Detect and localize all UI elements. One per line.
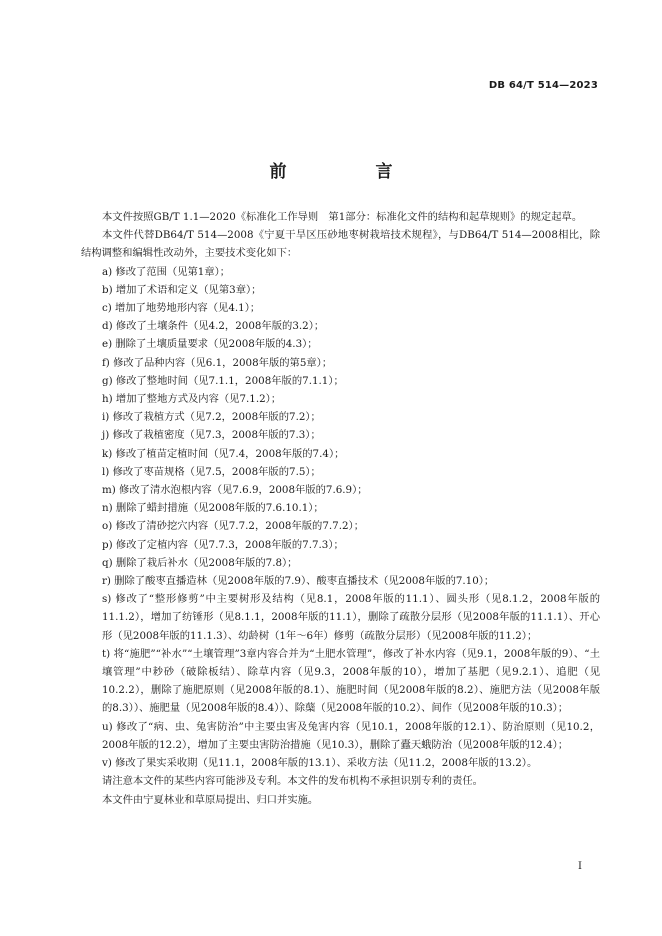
list-item: e) 删除了土壤质量要求（见2008年版的4.3）；: [102, 338, 318, 351]
list-item: v) 修改了果实采收期（见11.1，2008年版的13.1）、采收方法（见11.2，2008年版的13.2）。: [102, 757, 538, 770]
closing-paragraph: 请注意本文件的某些内容可能涉及专利。本文件的发布机构不承担识别专利的责任。: [102, 775, 483, 788]
closing-paragraph: 本文件由宁夏林业和草原局提出、归口并实施。: [102, 793, 319, 806]
list-item: t) 将“施肥”“补水”“土壤管理”3章内容合并为“土肥水管理”，修改了补水内容（见9.1，2008年版的9）、“土壤管理”中耖砂（破除板结）、除草内容（见9.3，2008年版的10），增加了基肥（见9.2.1）、追肥（见10.2.2），删除了施肥原则（见2008年版的8.1）、施肥时间（见2008年版的8.2）、施肥方法（见2008年版的8.3））、施肥量（见2008年版的8.4））、除蘖（见2008年版的10.2）、间作（见2008年版的10.3）；: [102, 647, 600, 715]
list-item: g) 修改了整地时间（见7.1.1，2008年版的7.1.1）；: [102, 374, 344, 387]
document-code: DB 64/T 514—2023: [488, 80, 598, 91]
list-item: d) 修改了土壤条件（见4.2，2008年版的3.2）；: [102, 320, 325, 333]
list-item: h) 增加了整地方式及内容（见7.1.2）；: [102, 393, 282, 406]
intro-paragraph: 本文件代替DB64/T 514—2008《宁夏干旱区压砂地枣树栽培技术规程》，与DB64/T 514—2008相比，除结构调整和编辑性改动外，主要技术变化如下：: [81, 229, 600, 260]
list-item: q) 删除了栽后补水（见2008年版的7.8）；: [102, 556, 298, 569]
page-title: 前 言: [269, 162, 429, 182]
document-body: [81, 208, 600, 809]
list-item: n) 删除了蜡封措施（见2008年版的7.6.10.1）；: [102, 502, 324, 515]
list-item: k) 修改了植苗定植时间（见7.4，2008年版的7.4）；: [102, 447, 345, 460]
list-item: i) 修改了栽植方式（见7.2，2008年版的7.2）；: [102, 411, 321, 424]
list-item: r) 删除了酸枣直播造林（见2008年版的7.9）、酸枣直播技术（见2008年版的7.10）；: [102, 575, 495, 588]
intro-paragraph: 本文件按照GB/T 1.1—2020《标准化工作导则 第1部分：标准化文件的结构和起草规则》的规定起草。: [102, 211, 583, 223]
list-item: b) 增加了术语和定义（见第3章）；: [102, 283, 262, 296]
list-item: l) 修改了枣苗规格（见7.5，2008年版的7.5）；: [102, 465, 321, 478]
page-number: I: [578, 861, 582, 872]
list-item: p) 修改了定植内容（见7.7.3，2008年版的7.7.3）；: [102, 538, 344, 551]
list-item: c) 增加了地势地形内容（见4.1）；: [102, 302, 261, 315]
list-item: m) 修改了清水泡根内容（见7.6.9，2008年版的7.6.9）；: [102, 484, 368, 497]
change-list: [81, 263, 600, 773]
list-item: u) 修改了“病、虫、兔害防治”中主要虫害及兔害内容（见10.1，2008年版的12.1）、防治原则（见10.2，2008年版的12.2），增加了主要虫害防治措施（见10.3），删除了蠹天蛾防治（见2008年版的12.4）；: [102, 720, 600, 751]
list-item: f) 修改了品种内容（见6.1，2008年版的第5章）；: [102, 356, 333, 369]
list-item: j) 修改了栽植密度（见7.3，2008年版的7.3）；: [102, 429, 321, 442]
list-item: a) 修改了范围（见第1章）；: [102, 265, 231, 278]
list-item: o) 修改了清砂挖穴内容（见7.7.2，2008年版的7.7.2）；: [102, 520, 364, 533]
list-item: s) 修改了“整形修剪”中主要树形及结构（见8.1，2008年版的11.1）、圆头形（见8.1.2，2008年版的11.1.2），增加了纺锤形（见8.1.1，2008年版的11.1），删除了疏散分层形（见2008年版的11.1.1）、开心形（见2008年版的11.1.3）、幼龄树（1年～6年）修剪（疏散分层形）（见2008年版的11.2）；: [102, 593, 600, 642]
